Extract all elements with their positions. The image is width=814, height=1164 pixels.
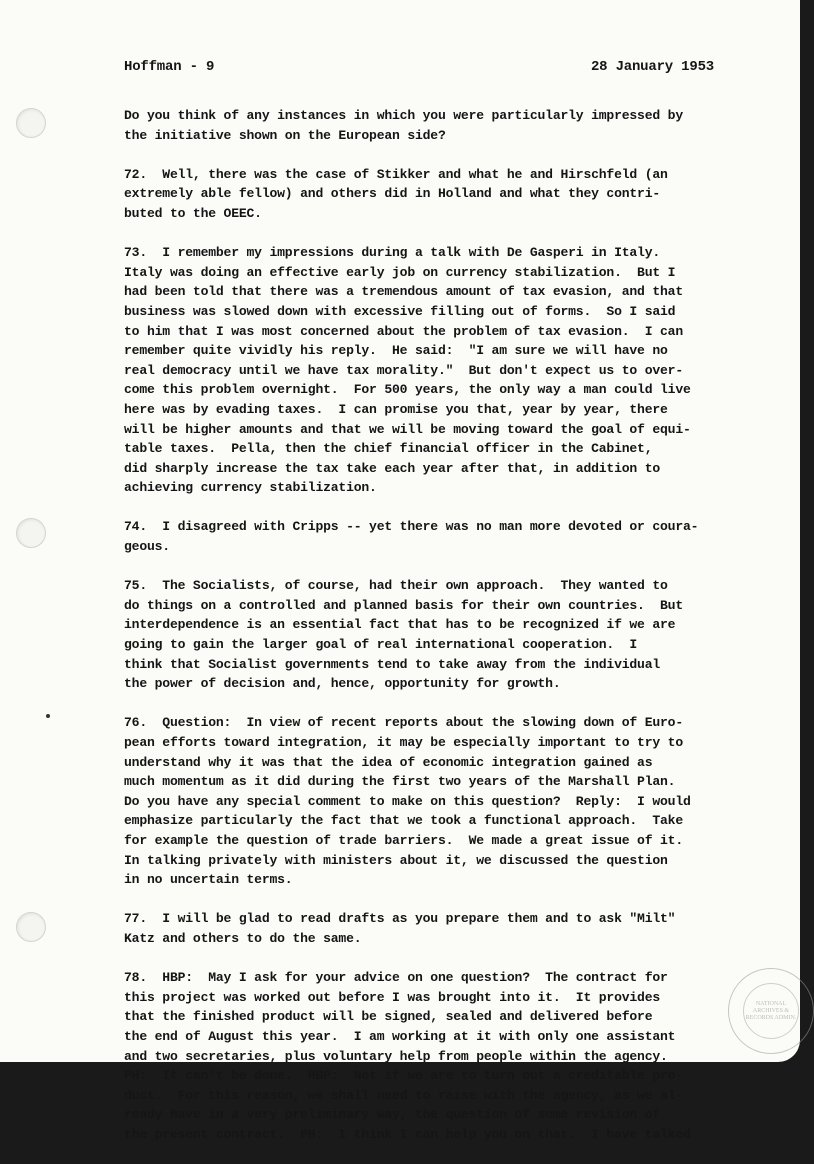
paragraph-question-intro: Do you think of any instances in which you were particularly impressed by the initiative shown on the European side? (124, 108, 683, 143)
paragraph-72: 72. Well, there was the case of Stikker and what he and Hirschfeld (an extremely able fellow) and others did in Holland and what they contri- buted to the OEEC. (124, 166, 668, 221)
header-name-page: Hoffman - 9 (124, 59, 215, 75)
paragraph-73: 73. I remember my impressions during a talk with De Gasperi in Italy. Italy was doing an effective early job on currency stabilization. But I had been told that there was a tremendous amount of tax evasion, and that business was slowed down with excessive filling out of forms. So I said to him that I was most concerned about the problem of tax evasion. I can remember quite vividly his reply. He said: "I am sure we will have no real democracy until we have tax morality." But don't expect us to over- come this problem overnight. For 500 years, the only way a man could live here was by evading taxes. I can promise you that, year by year, there will be higher amounts and that we will be moving toward the goal of equi- table taxes. Pella, then the chief financial officer in the Cabinet, did sharply increase the tax take each year after that, in addition to achieving currency stabilization. (124, 245, 691, 496)
archive-stamp (728, 968, 814, 1054)
archive-stamp-text: NATIONAL ARCHIVES & RECORDS ADMIN. (743, 983, 799, 1039)
paragraph-77: 77. I will be glad to read drafts as you prepare them and to ask "Milt" Katz and others to do the same. (124, 911, 676, 946)
page-header (124, 58, 714, 80)
paragraph-76: 76. Question: In view of recent reports about the slowing down of Euro- pean efforts toward integration, it may be especially important to try to understand why it was that the idea of economic integration gained as much momentum as it did during the first two years of the Marshall Plan. Do you have any special comment to make on this question? Reply: I would emphasize particularly the fact that we took a functional approach. Take for example the question of trade barriers. We made a great issue of it. In talking privately with ministers about it, we discussed the question in no uncertain terms. (124, 715, 691, 888)
document-body (124, 58, 714, 1164)
paragraph-74: 74. I disagreed with Cripps -- yet there was no man more devoted or coura- geous. (124, 519, 699, 555)
punch-hole-middle (16, 518, 46, 548)
paragraph-75: 75. The Socialists, of course, had their own approach. They wanted to do things on a controlled and planned basis for their own countries. But interdependence is an essential fact that has to be recognized if we are going to gain the larger goal of real international cooperation. I think that Socialist governments tend to take away from the individual the power of decision and, hence, opportunity for growth. (124, 578, 683, 692)
paragraph-78: 78. HBP: May I ask for your advice on one question? The contract for this project was worked out before I was brought into it. It provides that the finished product will be signed, sealed and delivered before the end of August this year. I am working at it with only one assistant and two secretaries, plus voluntary help from people within the agency. PH: It can't be done. HBP: Not if we are to turn out a creditable pro- duct. For this reason, we shall need to raise with the agency, as we al- ready have in a very preliminary way, the question of some revision of the present contract. PH: I think I can help you on that. I have talked (124, 970, 691, 1142)
header-date: 28 January 1953 (590, 59, 714, 75)
margin-mark (46, 714, 50, 718)
punch-hole-top (16, 108, 46, 138)
punch-hole-bottom (16, 912, 46, 942)
